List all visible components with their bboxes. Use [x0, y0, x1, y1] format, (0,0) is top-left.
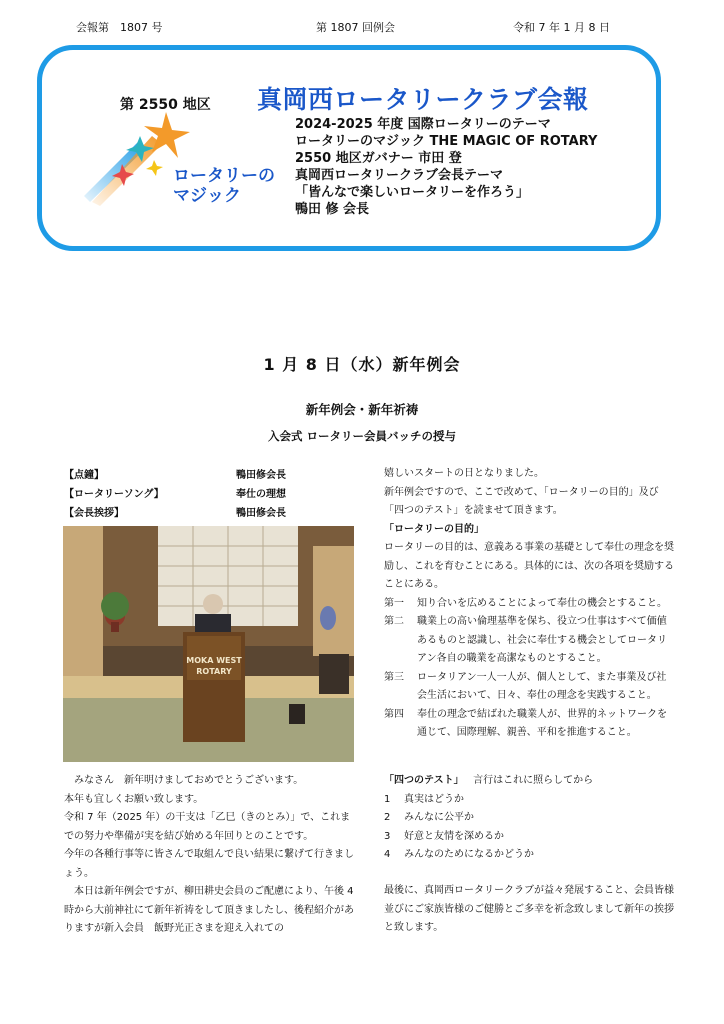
four-way-number: 2: [384, 812, 391, 823]
four-way-test: [384, 772, 676, 865]
four-way-number: 4: [384, 849, 391, 860]
club-theme: 「皆んなで楽しいロータリーを作ろう」: [295, 185, 530, 200]
object-heading: 「ロータリーの目的」: [384, 523, 484, 535]
president-line: 鴨田 修 会長: [295, 202, 370, 217]
closing-text: [384, 882, 676, 938]
greeting-para-4: 今年の各種行事等に皆さんで取組んで良い結果に繋げて行きましょう。: [64, 849, 354, 879]
club-title: 真岡西ロータリークラブ会報: [257, 85, 589, 114]
object-text: 知り合いを広めることによって奉仕の機会とすること。: [417, 597, 667, 609]
four-way-heading: 「四つのテスト」: [384, 775, 464, 786]
object-text: ロータリアン一人一人が、個人として、また事業及び社会生活において、日々、奉仕の理念を実践すること。: [417, 671, 667, 701]
club-theme-heading: 真岡西ロータリークラブ会長テーマ: [295, 168, 504, 183]
greeting-para-5: 本日は新年例会ですが、柳田耕史会員のご配慮により、午後 4 時から大前神社にて新年祈祷をして頂きましたし、後程紹介がありますが新入会員 飯野光正さまを迎え入れての: [64, 886, 354, 934]
right-para-2: 新年例会ですので、ここで改めて、「ロータリーの目的」及び「四つのテスト」を読ませて頂きます。: [384, 486, 659, 516]
four-way-note: 言行はこれに照らしてから: [473, 775, 594, 786]
meeting-number: 第 1807 回例会: [316, 21, 395, 34]
four-way-text: みんなのためになるかどうか: [404, 849, 534, 860]
issue-date: 令和 7 年 1 月 8 日: [513, 21, 610, 34]
object-item: [384, 613, 676, 669]
four-way-number: 1: [384, 793, 391, 805]
greeting-para-3: 令和 7 年（2025 年）の干支は「乙巳（きのとみ）」で、これまでの努力や準備が実を結び始める年回りとのことです。: [64, 812, 351, 842]
right-para-1: 嬉しいスタートの日となりました。: [384, 468, 544, 479]
object-intro: ロータリーの目的は、意義ある事業の基礎として奉仕の理念を奨励し、これを育むことにある。具体的には、次の各項を奨励することにある。: [384, 542, 674, 590]
podium-text-2: ROTARY: [196, 667, 232, 676]
object-number: 第三: [384, 671, 404, 683]
four-way-item: [384, 791, 676, 810]
object-text: 職業上の高い倫理基準を保ち、役立つ仕事はすべて価値あるものと認識し、社会に奉仕する機会としてロータリアン各自の職業を高潔なものとすること。: [417, 616, 667, 664]
theme-line-2: ロータリーのマジック THE MAGIC OF ROTARY: [295, 134, 598, 149]
four-way-item: [384, 828, 676, 847]
logo-text-rotary: ロータリーの: [173, 166, 275, 186]
issue-number: 会報第 1807 号: [76, 21, 163, 34]
theme-line-1: 2024-2025 年度 国際ロータリーのテーマ: [295, 117, 551, 132]
program-label-bell: 【点鐘】: [64, 470, 104, 481]
object-item: [384, 669, 676, 706]
logo-text-magic: マジック: [173, 186, 241, 206]
four-way-item: [384, 809, 676, 828]
object-number: 第一: [384, 597, 404, 609]
district-label: 第 2550 地区: [120, 97, 211, 113]
greeting-para-1: みなさん 新年明けましておめでとうございます。: [74, 775, 304, 786]
object-item: [384, 595, 676, 614]
greeting-text: [64, 772, 358, 939]
meeting-photo: [63, 526, 354, 762]
governor-line: 2550 地区ガバナー 市田 登: [295, 151, 462, 166]
object-section: [384, 465, 676, 743]
object-item: [384, 706, 676, 743]
closing-para: 最後に、真岡西ロータリークラブが益々発展すること、会員皆様並びにご家族皆様のご健勝とご多幸を祈念致しまして新年の挨拶と致します。: [384, 885, 674, 933]
article-subtitle: 新年例会・新年祈祷: [305, 402, 419, 417]
program-label-song: 【ロータリーソング】: [64, 489, 164, 500]
object-number: 第二: [384, 616, 404, 627]
four-way-item: [384, 846, 676, 865]
podium-text-1: MOKA WEST: [186, 656, 242, 665]
four-way-text: 好意と友情を深めるか: [404, 830, 504, 842]
four-way-number: 3: [384, 830, 391, 842]
greeting-para-2: 本年も宜しくお願い致します。: [64, 793, 204, 805]
object-number: 第四: [384, 708, 404, 720]
program-value-bell: 鴨田修会長: [236, 470, 286, 481]
program-value-greeting: 鴨田修会長: [236, 508, 286, 519]
article-title: 1 月 8 日（水）新年例会: [263, 355, 461, 374]
four-way-text: みんなに公平か: [404, 812, 474, 823]
program-label-greeting: 【会長挨拶】: [64, 508, 124, 519]
four-way-text: 真実はどうか: [404, 793, 464, 805]
program-value-song: 奉仕の理想: [236, 489, 286, 500]
object-text: 奉仕の理念で結ばれた職業人が、世界的ネットワークを通じて、国際理解、親善、平和を推進すること。: [417, 708, 667, 738]
article-subtitle-2: 入会式 ロータリー会員バッチの授与: [267, 429, 456, 443]
